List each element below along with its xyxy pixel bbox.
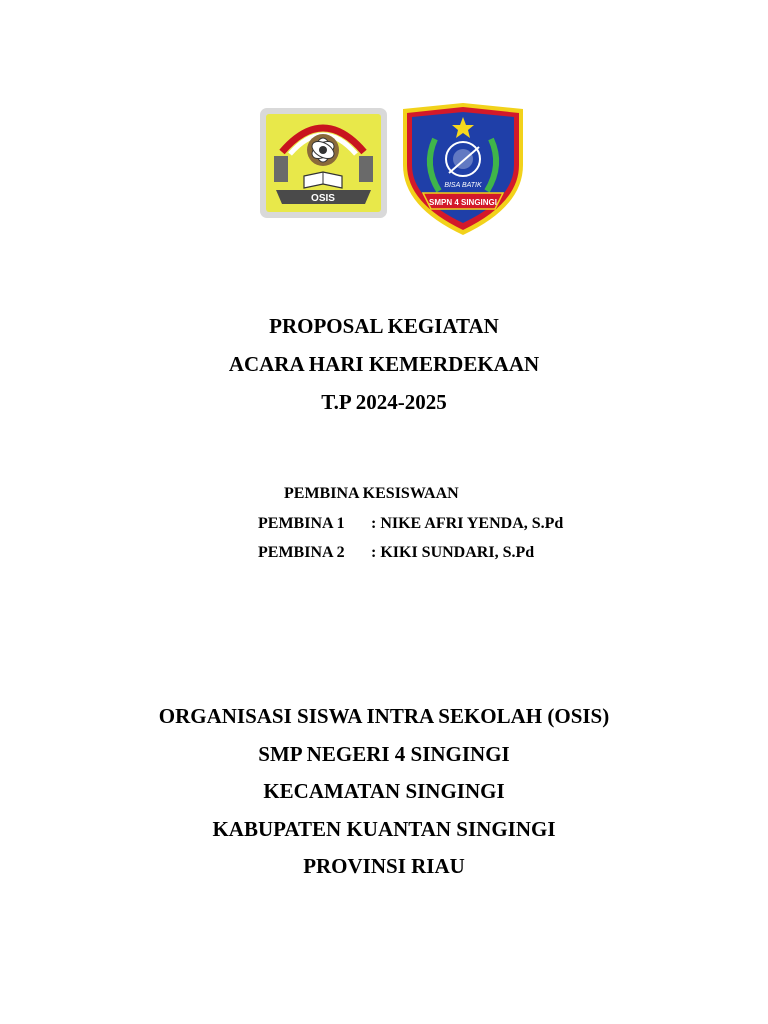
logo-header: [0, 0, 768, 260]
school-name: SMP NEGERI 4 SINGINGI: [258, 741, 510, 766]
pembina-label: PEMBINA 2: [258, 544, 345, 561]
pembina-row: [258, 543, 534, 563]
title-line-1: PROPOSAL KEGIATAN: [269, 314, 499, 338]
regency-name: KABUPATEN KUANTAN SINGINGI: [212, 816, 556, 841]
pembina-value: : KIKI SUNDARI, S.Pd: [371, 544, 535, 561]
organization-name: ORGANISASI SISWA INTRA SEKOLAH (OSIS): [158, 704, 610, 728]
pembina-row: [258, 514, 563, 534]
pembina-value: : NIKE AFRI YENDA, S.Pd: [371, 515, 564, 532]
title-line-2: ACARA HARI KEMERDEKAAN: [228, 352, 540, 376]
osis-logo-text: OSIS: [311, 193, 335, 204]
school-logo-motto: BISA BATIK: [444, 182, 482, 189]
pembina-heading: PEMBINA KESISWAAN: [284, 485, 459, 502]
pembina-label: PEMBINA 1: [258, 515, 345, 532]
proposal-title: [0, 311, 768, 425]
school-shield-logo: [393, 95, 533, 247]
school-logo-text: SMPN 4 SINGINGI: [428, 198, 498, 207]
province-name: PROVINSI RIAU: [303, 854, 465, 878]
title-line-3: T.P 2024-2025: [321, 390, 447, 414]
organization-block: [0, 701, 768, 889]
osis-logo: [260, 108, 387, 218]
district-name: KECAMATAN SINGINGI: [263, 779, 505, 803]
